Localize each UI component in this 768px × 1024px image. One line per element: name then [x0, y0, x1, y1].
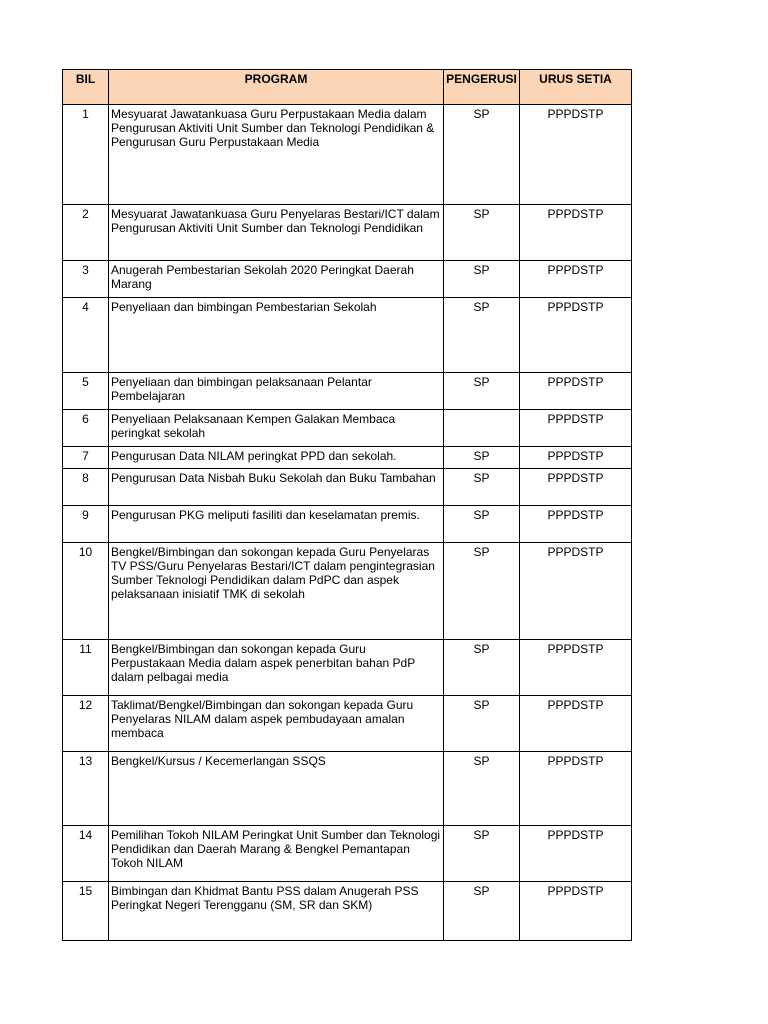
table-row	[63, 447, 632, 469]
row-number: 7	[63, 447, 109, 469]
urus-setia-cell: PPPDSTP	[520, 205, 632, 261]
pengerusi-cell: SP	[444, 696, 520, 752]
table-row	[63, 543, 632, 640]
program-text: Mesyuarat Jawatankuasa Guru Perpustakaan Media dalam Pengurusan Aktiviti Unit Sumber dan Teknologi Pendidikan & Pengurusan Guru Perpustakaan Media	[109, 105, 444, 205]
program-text: Pemilihan Tokoh NILAM Peringkat Unit Sumber dan Teknologi Pendidikan dan Daerah Marang & Bengkel Pemantapan Tokoh NILAM	[109, 826, 444, 882]
urus-setia-cell: PPPDSTP	[520, 882, 632, 941]
row-number: 6	[63, 410, 109, 447]
row-number: 13	[63, 752, 109, 826]
pengerusi-cell: SP	[444, 752, 520, 826]
row-number: 10	[63, 543, 109, 640]
program-text: Bengkel/Bimbingan dan sokongan kepada Guru Perpustakaan Media dalam aspek penerbitan bahan PdP dalam pelbagai media	[109, 640, 444, 696]
urus-setia-cell: PPPDSTP	[520, 373, 632, 410]
table-row	[63, 410, 632, 447]
table-row	[63, 696, 632, 752]
table-row	[63, 506, 632, 543]
program-text: Anugerah Pembestarian Sekolah 2020 Peringkat Daerah Marang	[109, 261, 444, 298]
table-row	[63, 469, 632, 506]
program-text: Penyeliaan dan bimbingan Pembestarian Sekolah	[109, 298, 444, 373]
pengerusi-cell: SP	[444, 543, 520, 640]
pengerusi-cell: SP	[444, 205, 520, 261]
table-row	[63, 826, 632, 882]
urus-setia-cell: PPPDSTP	[520, 640, 632, 696]
urus-setia-cell: PPPDSTP	[520, 506, 632, 543]
row-number: 15	[63, 882, 109, 941]
table-row	[63, 752, 632, 826]
urus-setia-cell: PPPDSTP	[520, 410, 632, 447]
row-number: 2	[63, 205, 109, 261]
program-table	[62, 69, 632, 941]
header-urus-setia: URUS SETIA	[520, 70, 632, 105]
header-row	[63, 70, 632, 105]
program-text: Pengurusan Data NILAM peringkat PPD dan sekolah.	[109, 447, 444, 469]
urus-setia-cell: PPPDSTP	[520, 752, 632, 826]
urus-setia-cell: PPPDSTP	[520, 105, 632, 205]
pengerusi-cell: SP	[444, 469, 520, 506]
pengerusi-cell: SP	[444, 298, 520, 373]
row-number: 3	[63, 261, 109, 298]
urus-setia-cell: PPPDSTP	[520, 696, 632, 752]
pengerusi-cell: SP	[444, 373, 520, 410]
row-number: 4	[63, 298, 109, 373]
program-text: Mesyuarat Jawatankuasa Guru Penyelaras Bestari/ICT dalam Pengurusan Aktiviti Unit Sumber dan Teknologi Pendidikan	[109, 205, 444, 261]
urus-setia-cell: PPPDSTP	[520, 826, 632, 882]
row-number: 11	[63, 640, 109, 696]
program-text: Pengurusan Data Nisbah Buku Sekolah dan Buku Tambahan	[109, 469, 444, 506]
urus-setia-cell: PPPDSTP	[520, 447, 632, 469]
row-number: 8	[63, 469, 109, 506]
pengerusi-cell: SP	[444, 640, 520, 696]
table-row	[63, 261, 632, 298]
table-row	[63, 882, 632, 941]
pengerusi-cell: SP	[444, 882, 520, 941]
header-pengerusi: PENGERUSI	[444, 70, 520, 105]
pengerusi-cell: SP	[444, 447, 520, 469]
row-number: 5	[63, 373, 109, 410]
urus-setia-cell: PPPDSTP	[520, 261, 632, 298]
table-row	[63, 298, 632, 373]
pengerusi-cell	[444, 410, 520, 447]
program-text: Bengkel/Kursus / Kecemerlangan SSQS	[109, 752, 444, 826]
row-number: 9	[63, 506, 109, 543]
row-number: 12	[63, 696, 109, 752]
program-text: Penyeliaan dan bimbingan pelaksanaan Pelantar Pembelajaran	[109, 373, 444, 410]
urus-setia-cell: PPPDSTP	[520, 298, 632, 373]
urus-setia-cell: PPPDSTP	[520, 469, 632, 506]
row-number: 1	[63, 105, 109, 205]
urus-setia-cell: PPPDSTP	[520, 543, 632, 640]
program-text: Penyeliaan Pelaksanaan Kempen Galakan Membaca peringkat sekolah	[109, 410, 444, 447]
pengerusi-cell: SP	[444, 105, 520, 205]
table-row	[63, 373, 632, 410]
pengerusi-cell: SP	[444, 506, 520, 543]
header-bil: BIL	[63, 70, 109, 105]
pengerusi-cell: SP	[444, 826, 520, 882]
pengerusi-cell: SP	[444, 261, 520, 298]
program-text: Bengkel/Bimbingan dan sokongan kepada Guru Penyelaras TV PSS/Guru Penyelaras Bestari/ICT dalam pengintegrasian Sumber Teknologi Pendidikan dalam PdPC dan aspek pelaksanaan inisiatif TMK di sekolah	[109, 543, 444, 640]
row-number: 14	[63, 826, 109, 882]
program-text: Pengurusan PKG meliputi fasiliti dan keselamatan premis.	[109, 506, 444, 543]
table-row	[63, 640, 632, 696]
program-text: Taklimat/Bengkel/Bimbingan dan sokongan kepada Guru Penyelaras NILAM dalam aspek pembudayaan amalan membaca	[109, 696, 444, 752]
program-text: Bimbingan dan Khidmat Bantu PSS dalam Anugerah PSS Peringkat Negeri Terengganu (SM, SR dan SKM)	[109, 882, 444, 941]
table-row	[63, 205, 632, 261]
table-row	[63, 105, 632, 205]
header-program: PROGRAM	[109, 70, 444, 105]
